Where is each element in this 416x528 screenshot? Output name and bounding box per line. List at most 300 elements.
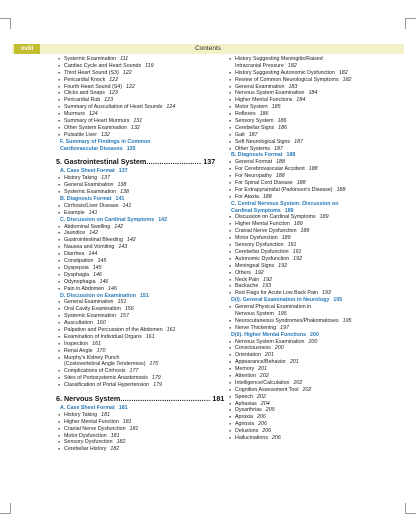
- toc-entry: [56, 265, 240, 272]
- entry-page: 193: [322, 290, 331, 297]
- entry-page: 146: [99, 278, 109, 285]
- entry-title: Agnosia: [235, 421, 255, 428]
- toc-entry: [56, 446, 240, 453]
- entry-title: Gastrointestinal Bleeding: [64, 237, 123, 244]
- entry-page: 170: [96, 347, 106, 354]
- entry-page: 184: [296, 97, 306, 104]
- entry-page: 161: [145, 333, 155, 340]
- dot-leader: .........................: [146, 157, 202, 167]
- toc-entry: [227, 125, 411, 132]
- toc-entry: [227, 187, 411, 194]
- entry-title: History Suggesting Meningitis/Raised: [235, 56, 323, 62]
- toc-entry: [227, 414, 411, 421]
- toc-entry: [227, 290, 411, 297]
- entry-page: 186: [278, 124, 288, 131]
- toc-entry: [56, 279, 240, 286]
- entry-title: Soft Neurological Signs: [235, 138, 291, 145]
- toc-entry: [56, 272, 240, 279]
- toc-entry: [56, 419, 240, 426]
- entry-title: Aphasias: [235, 400, 257, 407]
- section-heading: [56, 217, 240, 224]
- entry-page: 182: [110, 446, 120, 453]
- toc-entry: [227, 325, 411, 332]
- entry-title: Diarrhea: [64, 251, 85, 258]
- entry-title: Speech: [235, 393, 253, 400]
- entry-page: 188: [336, 186, 346, 193]
- entry-title: Complications of Cirrhosis: [64, 368, 126, 375]
- entry-page: 188: [286, 152, 296, 159]
- toc-entry: [227, 407, 411, 414]
- entry-title: Motor Dysfunction: [235, 235, 278, 242]
- toc-entry: [227, 421, 411, 428]
- toc-entry: [227, 104, 411, 111]
- toc-entry: [227, 277, 411, 284]
- entry-page: 201: [289, 359, 299, 366]
- entry-title: Other System Examination: [64, 124, 127, 131]
- toc-entry: [227, 352, 411, 359]
- entry-title: Cranial Nerve Dysfunction: [64, 425, 126, 432]
- toc-entry: [56, 210, 240, 217]
- entry-page: 141: [122, 202, 132, 209]
- entry-title: Sensory Dysfunction: [235, 242, 284, 249]
- toc-entry: [227, 283, 411, 290]
- entry-title: Motor Dysfunction: [64, 432, 107, 439]
- entry-title: C. Central Nervous System: Discussion on: [231, 200, 339, 207]
- entry-page: 185: [271, 104, 281, 111]
- entry-page: 188: [296, 180, 306, 187]
- entry-title: B. Diagnosis Format: [231, 152, 283, 159]
- toc-entry: [227, 77, 411, 84]
- entry-page: 202: [293, 379, 303, 386]
- entry-page: 181: [122, 418, 132, 425]
- entry-page: 188: [275, 173, 285, 180]
- entry-title: Oral Cavity Examination: [64, 306, 121, 313]
- entry-page: 142: [126, 237, 136, 244]
- entry-title: Higher Mental Functions: [235, 97, 293, 104]
- entry-page: 138: [117, 182, 127, 189]
- entry-title: Discussion on Cardinal Symptoms: [235, 214, 316, 221]
- toc-entry: [227, 373, 411, 380]
- entry-page: 181: [118, 404, 128, 411]
- entry-title: Review of Common Neurological Symptoms: [235, 76, 339, 83]
- entry-page: 182: [338, 69, 348, 76]
- entry-page: 135: [126, 145, 136, 152]
- entry-title: For Spinal Cord Disease: [235, 180, 293, 187]
- entry-title: Dyspepsia: [64, 264, 89, 271]
- entry-page: 197: [280, 324, 289, 331]
- entry-page: 200: [308, 338, 318, 345]
- toc-entry: [56, 334, 240, 341]
- entry-page: 119: [145, 62, 154, 69]
- entry-page: 206: [258, 421, 267, 428]
- entry-page: 142: [158, 216, 168, 223]
- chapter-title: 6. Nervous System: [56, 393, 121, 403]
- entry-title: Appearance/Behavior: [235, 359, 286, 366]
- entry-title: General Physical Examination in: [235, 304, 312, 311]
- entry-page: 189: [284, 207, 294, 214]
- entry-title: Palpation and Percussion of the Abdomen: [64, 326, 163, 333]
- page-number: xviii: [14, 44, 40, 54]
- toc-entry: [56, 251, 240, 258]
- entry-page: 205: [265, 407, 275, 414]
- entry-page: 145: [97, 258, 107, 265]
- entry-title: Nervous System Examination: [235, 338, 305, 345]
- entry-page: 161: [92, 340, 101, 347]
- entry-title: Cerebellar History: [64, 446, 107, 453]
- entry-page: 181: [129, 425, 139, 432]
- entry-page: 192: [254, 269, 264, 276]
- entry-title: General Examination: [64, 299, 114, 306]
- toc-entry-continuation: [227, 311, 411, 318]
- toc-entry: [56, 63, 240, 70]
- toc-entry: [56, 341, 240, 348]
- section-heading: [227, 297, 411, 304]
- toc-entry: [56, 375, 240, 382]
- toc-entry: [227, 146, 411, 153]
- entry-title: Memory: [235, 366, 255, 373]
- entry-page: 122: [122, 69, 132, 76]
- entry-page: 195: [342, 317, 352, 324]
- section-heading: [227, 201, 411, 208]
- entry-title: General Examination: [235, 83, 285, 90]
- entry-title: Red Flags for Acute Low Back Pain: [235, 290, 319, 297]
- entry-title: Other Systems: [235, 145, 271, 152]
- entry-title: A. Case Sheet Format: [60, 404, 115, 411]
- entry-page: 206: [271, 434, 281, 441]
- toc-entry: [56, 132, 240, 139]
- entry-title: Cardinal Symptoms: [231, 207, 281, 214]
- entry-title: Systemic Examination: [64, 313, 117, 320]
- entry-page: 122: [126, 83, 135, 90]
- entry-title: Gait: [235, 131, 245, 138]
- toc-entry: [56, 299, 240, 306]
- chapter-heading: [56, 156, 240, 168]
- entry-title: Dysphagia: [64, 271, 90, 278]
- entry-page: 142: [89, 230, 99, 237]
- entry-page: 181: [110, 432, 120, 439]
- section-heading: [56, 196, 240, 203]
- entry-title: Inspection: [64, 340, 89, 347]
- entry-page: 156: [124, 306, 134, 313]
- entry-title: Others: [235, 269, 251, 276]
- toc-entry: [227, 304, 411, 311]
- toc-entry: [227, 194, 411, 201]
- entry-page: 161: [166, 326, 176, 333]
- entry-page: 151: [139, 292, 149, 299]
- entry-title: D(ii). Higher Mental Functions: [231, 331, 307, 338]
- toc-entry: [56, 56, 240, 63]
- entry-title: Higher Mental Function: [235, 221, 290, 228]
- entry-page: 201: [264, 352, 274, 359]
- entry-page: 192: [278, 262, 288, 269]
- entry-page: 189: [293, 221, 303, 228]
- entry-title: Apraxia: [235, 414, 253, 421]
- entry-title: Backache: [235, 283, 259, 290]
- entry-page: 201: [258, 366, 267, 373]
- entry-page: 142: [114, 223, 124, 230]
- toc-entry: [227, 118, 411, 125]
- entry-title: Constipation: [64, 258, 94, 265]
- dot-leader: .........................................: [120, 393, 211, 403]
- entry-title: Cerebellar Dysfunction: [235, 248, 289, 255]
- entry-title: Example: [64, 209, 85, 216]
- toc-entry: [56, 237, 240, 244]
- entry-page: 123: [108, 90, 118, 97]
- entry-page: 188: [308, 166, 318, 173]
- toc-entry: [227, 318, 411, 325]
- toc-entry: [56, 320, 240, 327]
- toc-entry: [227, 56, 411, 63]
- entry-title: General Examination: [64, 182, 114, 189]
- toc-entry: [56, 125, 240, 132]
- entry-page: 131: [133, 118, 143, 125]
- entry-page: 200: [274, 345, 284, 352]
- entry-title: Odynophagia: [64, 278, 96, 285]
- entry-page: 189: [300, 228, 310, 235]
- entry-page: 187: [294, 138, 303, 145]
- entry-page: 146: [108, 285, 117, 292]
- toc-entry: [56, 111, 240, 118]
- entry-title: For Neuropathy: [235, 173, 272, 180]
- toc-entry: [227, 339, 411, 346]
- toc-entry: [56, 306, 240, 313]
- entry-title: Orientation: [235, 352, 261, 359]
- entry-page: 200: [310, 331, 319, 338]
- entry-title: Cirrhosis/Liver Disease: [64, 202, 119, 209]
- entry-title: Autonomic Dysfunction: [235, 255, 290, 262]
- entry-page: 141: [88, 209, 98, 216]
- toc-entry: [56, 244, 240, 251]
- entry-page: 179: [153, 382, 162, 389]
- entry-page: 123: [104, 97, 114, 104]
- entry-title: Cranial Nerve Dysfunction: [235, 228, 297, 235]
- toc-entry: [56, 104, 240, 111]
- toc-entry: [56, 97, 240, 104]
- entry-page: 124: [166, 104, 176, 111]
- entry-title: B. Diagnosis Format: [60, 196, 112, 203]
- entry-page: 189: [319, 214, 329, 221]
- entry-page: 202: [302, 386, 312, 393]
- entry-title: Auscultation: [64, 320, 93, 327]
- entry-page: 192: [263, 276, 272, 283]
- entry-title: History Taking: [64, 411, 98, 418]
- toc-entry: [56, 368, 240, 375]
- entry-page: 202: [259, 372, 269, 379]
- entry-title: Systemic Examination: [64, 56, 117, 62]
- crop-mark: [405, 18, 416, 29]
- entry-title: Sensory Dysfunction: [64, 439, 113, 446]
- entry-page: 111: [120, 56, 129, 62]
- entry-page: 186: [277, 118, 287, 125]
- entry-page: 182: [342, 76, 352, 83]
- entry-title: Attention: [235, 372, 256, 379]
- toc-entry: [227, 394, 411, 401]
- entry-page: 179: [151, 375, 161, 382]
- toc-entry: [227, 270, 411, 277]
- section-heading: [56, 146, 240, 153]
- entry-title: Delusions: [235, 428, 259, 435]
- section-heading: [227, 332, 411, 339]
- entry-title: Summary of Heart Murmurs: [64, 118, 130, 125]
- toc-entry: [227, 249, 411, 256]
- toc-entry: [56, 77, 240, 84]
- entry-title: Clicks and Snaps: [64, 90, 105, 97]
- entry-title: Nerve Thickening: [235, 324, 277, 331]
- entry-title: For Cerebrovascular Accident: [235, 166, 305, 173]
- entry-page: 189: [281, 235, 291, 242]
- entry-page: 124: [88, 111, 98, 118]
- toc-column-left: [56, 56, 240, 453]
- entry-title: Nausea and Vomiting: [64, 244, 115, 251]
- entry-title: Sites of Portosystemic Anastomosis: [64, 375, 148, 382]
- entry-page: 204: [260, 400, 270, 407]
- toc-entry: [227, 387, 411, 394]
- section-heading: [56, 293, 240, 300]
- entry-title: Pericardial Rub: [64, 97, 101, 104]
- crop-mark: [0, 503, 11, 514]
- entry-page: 186: [259, 111, 269, 118]
- entry-title: Classification of Portal Hypertension: [64, 382, 150, 389]
- entry-title: Neurocutaneous Syndromes/Phakomatoses: [235, 317, 339, 324]
- toc-entry: [56, 230, 240, 237]
- entry-page: 132: [131, 124, 140, 131]
- entry-page: 187: [248, 131, 258, 138]
- entry-title: Nervous System Examination: [235, 90, 305, 97]
- entry-page: 191: [292, 248, 302, 255]
- toc-entry: [56, 70, 240, 77]
- toc-entry: [227, 435, 411, 442]
- toc-entry-continuation: [56, 361, 240, 368]
- entry-page: 183: [288, 83, 298, 90]
- section-heading: [227, 208, 411, 215]
- entry-page: 191: [287, 242, 297, 249]
- entry-title: Intelligence/Calculation: [235, 379, 290, 386]
- toc-entry: [56, 327, 240, 334]
- entry-title: Pain in Abdomen: [64, 285, 105, 292]
- entry-page: 146: [93, 271, 102, 278]
- entry-page: 122: [109, 76, 119, 83]
- entry-title: (Costovertebral Angle Tenderness): [64, 361, 146, 368]
- entry-title: Reflexes: [235, 111, 256, 118]
- crop-mark: [0, 18, 11, 29]
- toc-column-right: [227, 56, 411, 442]
- entry-title: Systemic Examination: [64, 189, 117, 196]
- entry-page: 193: [262, 283, 272, 290]
- entry-title: A. Case Sheet Format: [60, 168, 115, 175]
- toc-entry: [56, 433, 240, 440]
- entry-title: Hallucinations: [235, 434, 268, 441]
- toc-entry: [227, 380, 411, 387]
- toc-entry: [56, 84, 240, 91]
- toc-entry: [56, 118, 240, 125]
- entry-title: Nervous System: [235, 310, 274, 317]
- entry-title: Sensory System: [235, 118, 274, 125]
- section-heading: [56, 168, 240, 175]
- entry-title: Meningeal Signs: [235, 262, 275, 269]
- toc-entry: [227, 166, 411, 173]
- entry-page: 181: [101, 411, 111, 418]
- chapter-page: 181: [212, 393, 225, 403]
- toc-entry: [56, 203, 240, 210]
- toc-entry: [227, 97, 411, 104]
- entry-page: 195: [277, 310, 287, 317]
- entry-title: Abdominal Swelling: [64, 223, 111, 230]
- toc-entry: [56, 426, 240, 433]
- entry-title: F. Summary of Findings in Common: [60, 138, 151, 145]
- toc-entry: [227, 242, 411, 249]
- entry-page: 138: [120, 189, 129, 196]
- entry-title: D. Discussion on Examination: [60, 292, 136, 299]
- toc-entry: [56, 348, 240, 355]
- toc-entry: [227, 132, 411, 139]
- entry-page: 137: [101, 175, 111, 182]
- entry-title: Murmurs: [64, 111, 85, 118]
- entry-title: Summary of Auscultation of Heart Sounds: [64, 104, 163, 111]
- section-heading: [56, 405, 240, 412]
- running-title: Contents: [194, 45, 222, 52]
- entry-title: History Suggesting Autonomic Dysfunction: [235, 69, 335, 76]
- entry-page: 144: [88, 251, 98, 258]
- toc-entry: [227, 401, 411, 408]
- entry-page: 160: [96, 320, 106, 327]
- toc-entry: [56, 382, 240, 389]
- toc-entry: [227, 111, 411, 118]
- entry-page: 182: [287, 62, 297, 69]
- entry-page: 195: [333, 297, 343, 304]
- entry-title: Motor System: [235, 104, 268, 111]
- entry-page: 141: [115, 196, 125, 203]
- toc-entry: [227, 235, 411, 242]
- toc-entry: [56, 412, 240, 419]
- entry-title: Pulsatile Liver: [64, 131, 97, 138]
- toc-entry: [56, 189, 240, 196]
- toc-entry: [56, 355, 240, 362]
- entry-title: For Ataxia: [235, 193, 259, 200]
- entry-title: D(i). General Examination in Neurology: [231, 297, 330, 304]
- entry-title: Cardiovascular Diseases: [60, 145, 123, 152]
- entry-page: 151: [117, 299, 127, 306]
- entry-page: 145: [92, 264, 102, 271]
- entry-title: For Extrapyramidal (Parkinson's Disease): [235, 186, 333, 193]
- toc-entry: [227, 159, 411, 166]
- toc-entry: [56, 224, 240, 231]
- running-header: [12, 44, 404, 54]
- toc-entry: [56, 313, 240, 320]
- toc-entry: [56, 286, 240, 293]
- toc-entry: [56, 258, 240, 265]
- toc-entry: [227, 359, 411, 366]
- toc-entry: [227, 180, 411, 187]
- chapter-page: 137: [203, 157, 216, 167]
- entry-title: Dysarthrias: [235, 407, 262, 414]
- entry-title: Murphy's Kidney Punch: [64, 354, 120, 361]
- entry-title: Higher Mental Function: [64, 418, 119, 425]
- entry-title: Cerebellar Signs: [235, 124, 275, 131]
- toc-entry: [56, 90, 240, 97]
- toc-entry: [227, 263, 411, 270]
- entry-title: History Taking: [64, 175, 98, 182]
- section-heading: [56, 139, 240, 146]
- toc-entry: [227, 221, 411, 228]
- entry-title: Consciousness: [235, 345, 271, 352]
- entry-page: 132: [100, 131, 110, 138]
- toc-entry: [227, 345, 411, 352]
- entry-page: 206: [256, 414, 266, 421]
- entry-title: Jaundice: [64, 230, 86, 237]
- entry-title: Intracranial Pressure: [235, 62, 284, 69]
- entry-page: 187: [274, 145, 283, 152]
- entry-page: 206: [262, 428, 272, 435]
